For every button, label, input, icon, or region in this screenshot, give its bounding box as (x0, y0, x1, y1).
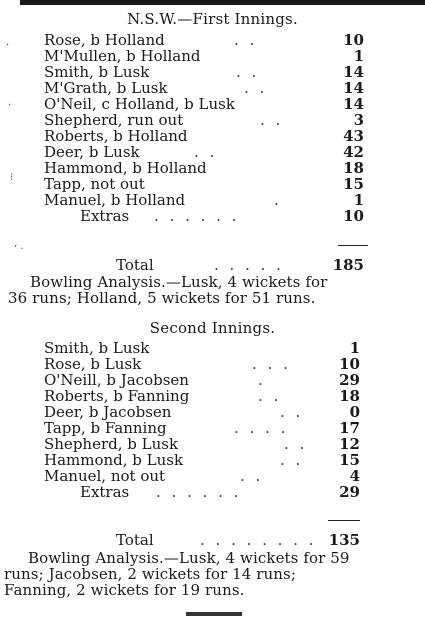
batsman-name: M'Grath, b Lusk (44, 79, 168, 97)
batsman-row (44, 177, 364, 192)
batsman-name: O'Neill, b Jacobsen (44, 371, 189, 389)
batsman-score: 42 (343, 143, 364, 161)
leader-dots: . . (244, 79, 268, 97)
batsman-row (44, 97, 364, 112)
bowling-analysis-line: Bowling Analysis.—Lusk, 4 wickets for (30, 273, 328, 291)
batsman-score: 3 (353, 111, 364, 129)
bowling-analysis-line: 36 runs; Holland, 5 wickets for 51 runs. (8, 289, 316, 307)
batsman-name: M'Mullen, b Holland (44, 47, 201, 65)
batsman-name: Smith, b Lusk (44, 63, 150, 81)
batsman-row (44, 33, 364, 48)
bowling-analysis-line: Fanning, 2 wickets for 19 runs. (4, 581, 245, 599)
batsman-row (44, 113, 364, 128)
bowling-analysis-line: Bowling Analysis.—Lusk, 4 wickets for 59 (28, 549, 350, 567)
first-innings-heading: N.S.W.—First Innings. (127, 10, 298, 28)
batsman-name: Rose, b Lusk (44, 355, 142, 373)
total-rule (328, 520, 360, 521)
extras-row (44, 485, 360, 500)
batsman-name: Tapp, not out (44, 175, 145, 193)
batsman-row (44, 437, 360, 452)
batsman-row (44, 49, 364, 64)
leader-dots: . . (280, 403, 304, 421)
batsman-row (44, 341, 360, 356)
batsman-score: 15 (339, 451, 360, 469)
batsman-score: 18 (339, 387, 360, 405)
batsman-score: 14 (343, 63, 364, 81)
batsman-name: Shepherd, run out (44, 111, 184, 129)
leader-dots: . . (260, 111, 284, 129)
leader-dots: . . (234, 31, 258, 49)
batsman-score: 15 (343, 175, 364, 193)
leader-dots: . . (240, 467, 264, 485)
leader-dots: . . (280, 451, 304, 469)
batsman-row (44, 373, 360, 388)
batsman-score: 1 (353, 191, 364, 209)
second-innings-heading: Second Innings. (149, 319, 276, 337)
batsman-row (44, 405, 360, 420)
batsman-row (44, 357, 360, 372)
batsman-name: Tapp, b Fanning (44, 419, 167, 437)
batsman-row (44, 469, 360, 484)
total-score: 185 (332, 256, 364, 274)
total-score: 135 (328, 531, 360, 549)
batsman-row (44, 65, 364, 80)
batsman-row (44, 129, 364, 144)
scan-speck: · (8, 100, 12, 111)
batsman-score: 4 (349, 467, 360, 485)
batsman-name: Shepherd, b Lusk (44, 435, 179, 453)
top-rule (20, 0, 425, 5)
leader-dots: . . . (252, 355, 291, 373)
batsman-score: 18 (343, 159, 364, 177)
batsman-score: 12 (339, 435, 360, 453)
scan-speck: ‘ · (14, 244, 24, 255)
leader-dots: . . . . (234, 419, 289, 437)
batsman-row (44, 193, 364, 208)
batsman-score: 43 (343, 127, 364, 145)
batsman-row (44, 453, 360, 468)
leader-dots: . . (236, 63, 260, 81)
leader-dots: . . . . . . (154, 207, 240, 225)
batsman-name: Manuel, not out (44, 467, 166, 485)
extras-row (44, 209, 364, 224)
batsman-score: 1 (349, 339, 360, 357)
extras-score: 10 (343, 207, 364, 225)
leader-dots: . . . . . (214, 256, 284, 274)
batsman-name: Hammond, b Holland (44, 159, 207, 177)
batsman-score: 10 (343, 31, 364, 49)
leader-dots: . . . . . . . . (200, 531, 317, 549)
total-rule (338, 245, 368, 246)
total-label: Total (116, 256, 154, 274)
leader-dots: . . (284, 435, 308, 453)
second-innings-bowling-analysis (4, 550, 425, 598)
total-row (44, 533, 360, 548)
batsman-name: Hammond, b Lusk (44, 451, 184, 469)
scan-speck: · (6, 40, 10, 51)
bowling-analysis-line: runs; Jacobsen, 2 wickets for 14 runs; (4, 565, 297, 583)
extras-label: Extras (80, 207, 130, 225)
scan-speck: ⁝ (10, 172, 14, 183)
first-innings-bowling-analysis (8, 274, 425, 306)
batsman-score: 14 (343, 79, 364, 97)
batsman-name: Smith, b Lusk (44, 339, 150, 357)
batsman-score: 0 (349, 403, 360, 421)
extras-score: 29 (339, 483, 360, 501)
batsman-row (44, 421, 360, 436)
leader-dots: . . . . . . (156, 483, 242, 501)
bottom-rule-fragment (186, 612, 242, 616)
batsman-score: 14 (343, 95, 364, 113)
batsman-row (44, 161, 364, 176)
leader-dots: . (258, 371, 266, 389)
batsman-name: Manuel, b Holland (44, 191, 186, 209)
total-row (44, 258, 364, 273)
batsman-name: Rose, b Holland (44, 31, 165, 49)
batsman-name: Roberts, b Fanning (44, 387, 190, 405)
batsman-row (44, 145, 364, 160)
total-label: Total (116, 531, 154, 549)
batsman-score: 29 (339, 371, 360, 389)
batsman-name: Roberts, b Holland (44, 127, 188, 145)
batsman-score: 10 (339, 355, 360, 373)
leader-dots: . . (258, 387, 282, 405)
batsman-name: Deer, b Jacobsen (44, 403, 172, 421)
batsman-row (44, 81, 364, 96)
batsman-score: 1 (353, 47, 364, 65)
leader-dots: . . (194, 143, 218, 161)
batsman-score: 17 (339, 419, 360, 437)
batsman-name: O'Neil, c Holland, b Lusk (44, 95, 235, 113)
extras-label: Extras (80, 483, 130, 501)
batsman-name: Deer, b Lusk (44, 143, 140, 161)
batsman-row (44, 389, 360, 404)
leader-dots: . (274, 191, 282, 209)
